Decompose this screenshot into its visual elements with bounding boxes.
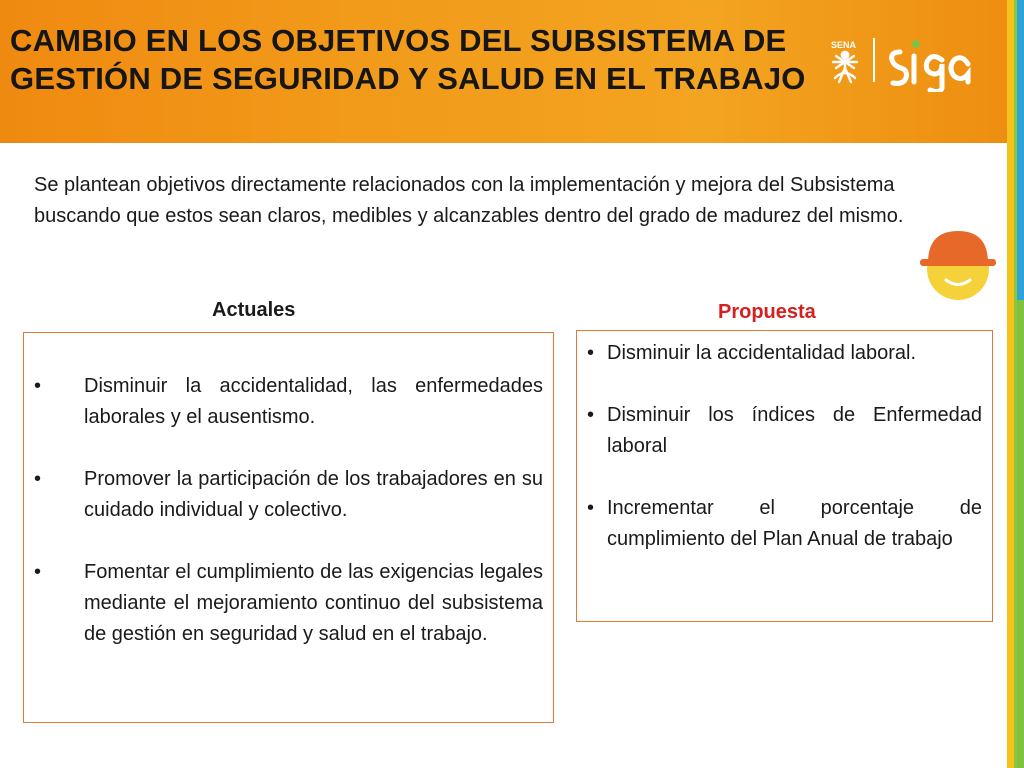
list-item-text: Incrementar el porcentaje de cumplimiento del Plan Anual de trabajo (607, 497, 982, 550)
title-line-2: GESTIÓN DE SEGURIDAD Y SALUD EN EL TRABAJO (10, 61, 806, 96)
list-item (587, 493, 982, 555)
header-band (0, 0, 1007, 143)
list-item-text: Promover la participación de los trabajadores en su cuidado individual y colectivo. (84, 468, 543, 521)
bullet-marker: • (587, 497, 595, 519)
list-item (34, 371, 543, 433)
hard-hat-icon (918, 225, 998, 303)
list-item-text: Fomentar el cumplimiento de las exigencias legales mediante el mejoramiento continuo del subsistema de gestión en seguridad y salud en el trabajo. (84, 561, 543, 645)
list-item-text: Disminuir la accidentalidad laboral. (607, 342, 917, 364)
actuales-list (34, 371, 543, 650)
heading-actuales: Actuales (212, 299, 296, 321)
list-item (587, 338, 982, 369)
list-item (34, 557, 543, 650)
intro-paragraph: Se plantean objetivos directamente relacionados con la implementación y mejora del Subsistema buscando que estos sean claros, medibles y alcanzables dentro del grado de madurez del mismo. (34, 174, 904, 227)
siga-logo-icon (884, 30, 974, 92)
sena-logo-label: SENA (831, 40, 857, 50)
list-item-text: Disminuir los índices de Enfermedad laboral (607, 404, 982, 457)
list-item (34, 464, 543, 526)
bullet-marker: • (34, 375, 42, 397)
propuesta-box (576, 330, 993, 622)
list-item (587, 400, 982, 462)
decorative-stripe (1007, 0, 1024, 768)
title-line-1: CAMBIO EN LOS OBJETIVOS DEL SUBSISTEMA DE (10, 23, 787, 58)
logo-divider (873, 38, 875, 82)
list-item-text: Disminuir la accidentalidad, las enfermedades laborales y el ausentismo. (84, 375, 543, 428)
heading-propuesta: Propuesta (718, 301, 816, 323)
bullet-marker: • (587, 342, 595, 364)
propuesta-list (587, 338, 982, 555)
bullet-marker: • (587, 404, 595, 426)
bullet-marker: • (34, 561, 42, 583)
page-title (10, 22, 840, 98)
actuales-box (23, 332, 554, 723)
bullet-marker: • (34, 468, 42, 490)
